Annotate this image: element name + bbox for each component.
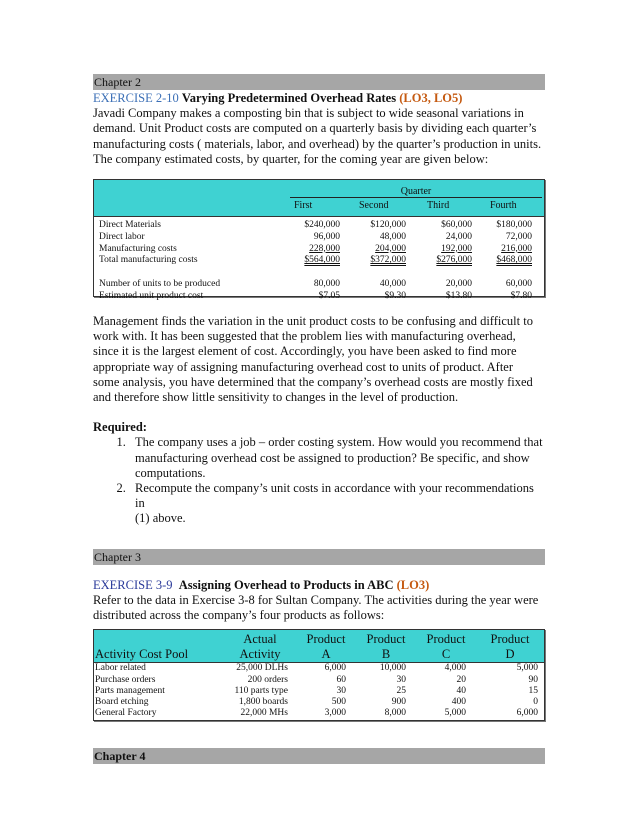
table-row: Purchase orders 200 orders 60 30 20 90 — [95, 674, 538, 685]
cell: $276,000 — [436, 255, 472, 266]
exercise-title: Varying Predetermined Overhead Rates — [181, 91, 397, 105]
text-line: some analysis, you have determined that the company’s overhead costs are mostly fixed — [93, 374, 533, 389]
cell: $7.80 — [510, 291, 532, 301]
cell: 96,000 — [313, 231, 340, 242]
row-label: Estimated unit product cost — [99, 291, 204, 301]
text-line: Refer to the data in Exercise 3-8 for Sultan Company. The activities during the year were — [93, 592, 539, 607]
cell: 20,000 — [445, 279, 472, 290]
text-line: since it is the largest element of cost. Accordingly, you have been asked to find more — [93, 344, 517, 359]
cell: $372,000 — [370, 255, 406, 266]
cell: 48,000 — [379, 231, 406, 242]
column-first: First — [294, 200, 313, 212]
text-line: Javadi Company makes a composting bin that is subject to wide seasonal variations in — [93, 106, 524, 121]
ch2-body-paragraph — [93, 314, 545, 405]
text-line: distributed across the company’s four products as follows: — [93, 608, 385, 623]
text-line: and therefore show little sensitivity to changes in the level of production. — [93, 390, 459, 405]
column-second: Second — [359, 200, 389, 212]
quarter-group-header: Quarter — [290, 186, 542, 198]
text-line: The company estimated costs, by quarter, for the coming year are given below: — [93, 151, 489, 166]
text-line: manufacturing costs ( materials, labor, and overhead) by the quarter’s production in units. — [93, 136, 542, 151]
chapter-2-bar: Chapter 2 — [93, 74, 545, 90]
cell: 80,000 — [313, 279, 340, 290]
text-line: demand. Unit Product costs are computed on a quarterly basis by dividing each quarter’s — [93, 121, 537, 136]
cell: $120,000 — [370, 220, 406, 231]
ch2-intro-paragraph — [93, 106, 545, 167]
cell: 60,000 — [505, 279, 532, 290]
column-fourth: Fourth — [490, 200, 517, 212]
table-row: Labor related 25,000 DLHs 6,000 10,000 4,000 5,000 — [95, 663, 538, 674]
cell: 192,000 — [441, 243, 472, 254]
cell: 204,000 — [375, 243, 406, 254]
text-line: work with. It has been suggested that the problem lies with manufacturing overhead, — [93, 329, 516, 344]
table-row — [94, 232, 544, 244]
table-row — [94, 255, 544, 267]
cell: $180,000 — [496, 220, 532, 231]
table-row — [94, 291, 544, 303]
exercise-lo: (LO3, LO5) — [399, 91, 463, 105]
chapter-3-bar: Chapter 3 — [93, 549, 545, 565]
exercise-lo: (LO3) — [396, 577, 430, 592]
text-line: Management finds the variation in the unit product costs to be confusing and difficult to — [93, 314, 533, 329]
cell: $9.30 — [384, 291, 406, 301]
activity-cost-table — [93, 629, 545, 720]
row-label: Total manufacturing costs — [99, 255, 198, 266]
table-header — [94, 180, 544, 217]
table-row: Parts management 110 parts type 30 25 40 15 — [95, 685, 538, 696]
row-label: Direct Materials — [99, 220, 161, 231]
table-row — [94, 244, 544, 256]
cell: $60,000 — [441, 220, 472, 231]
cell: 40,000 — [379, 279, 406, 290]
exercise-title: Assigning Overhead to Products in ABC — [178, 577, 394, 592]
column-third: Third — [427, 200, 450, 212]
header-activity-cost-pool: Activity Cost Pool — [95, 647, 189, 662]
table-row — [94, 279, 544, 291]
exercise-id: EXERCISE 3-9 — [93, 577, 173, 592]
required-heading: Required: — [93, 420, 147, 435]
ch3-intro-paragraph — [93, 593, 545, 623]
exercise-id: EXERCISE 2-10 — [93, 91, 179, 105]
table-header-row: Activity Cost Pool Actual Activity Product A Product B Product C Product D — [94, 630, 544, 663]
cell: $564,000 — [304, 255, 340, 266]
table-row: General Factory 22,000 MHs 3,000 8,000 5,000 6,000 — [95, 708, 538, 719]
required-item: 2. Recompute the company’s unit costs in accordance with your recommendations in (1) above. — [129, 481, 545, 527]
row-label: Direct labor — [99, 231, 145, 242]
quarterly-cost-table — [93, 179, 545, 301]
quarterly-cost-body — [94, 220, 544, 303]
table-row — [94, 220, 544, 232]
table-row: Board etching 1,800 boards 500 900 400 0 — [95, 697, 538, 708]
cell: $240,000 — [304, 220, 340, 231]
cell: 216,000 — [501, 243, 532, 254]
text-line: appropriate way of assigning manufacturing overhead cost to units of product. After — [93, 359, 514, 374]
cell: 24,000 — [445, 231, 472, 242]
cell: 72,000 — [505, 231, 532, 242]
required-item: 1. The company uses a job – order costing system. How would you recommend that manufacturing overhead cost be assigned to production? Be specific, and show computations. — [129, 435, 545, 481]
document-page — [93, 74, 545, 764]
chapter-4-bar: Chapter 4 — [93, 748, 545, 764]
cell: 228,000 — [309, 243, 340, 254]
cell: $468,000 — [496, 255, 532, 266]
exercise-2-10-heading — [93, 91, 545, 106]
row-label: Number of units to be produced — [99, 279, 221, 290]
row-label: Manufacturing costs — [99, 243, 177, 254]
cell: $13.80 — [445, 291, 472, 301]
required-list — [93, 435, 545, 526]
exercise-3-9-heading — [93, 578, 545, 593]
cell: $7.05 — [318, 291, 340, 301]
